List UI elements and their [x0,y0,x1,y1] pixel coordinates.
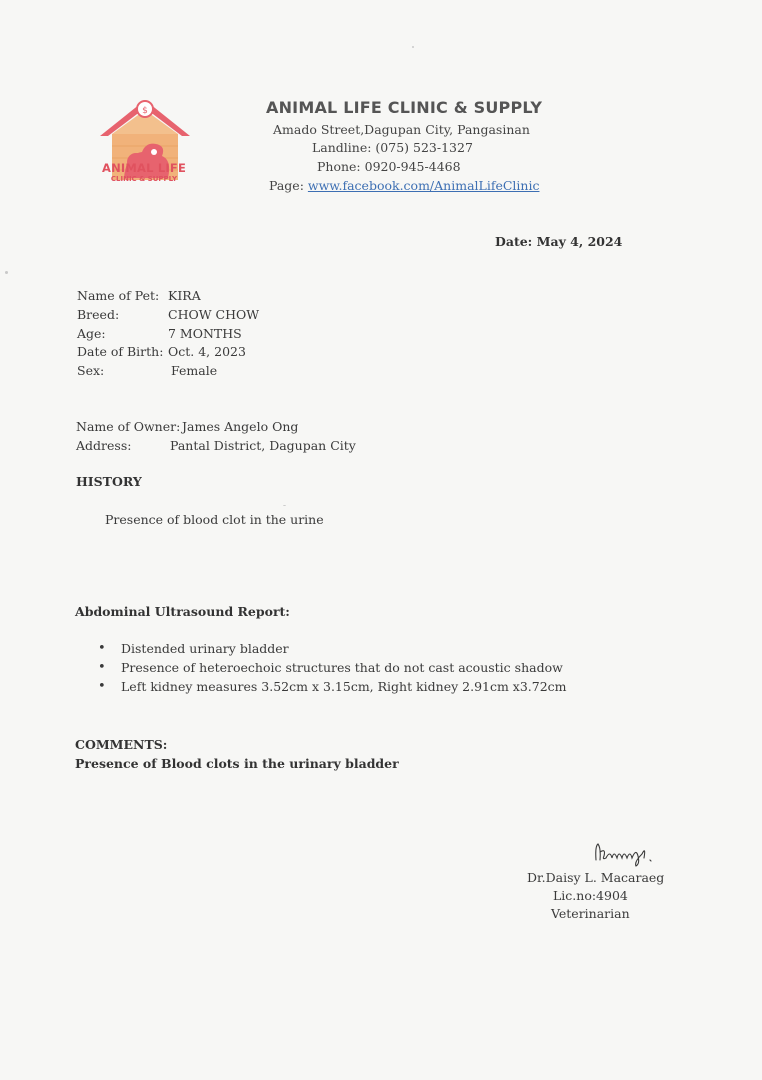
logo-line2: CLINIC & SUPPLY [110,174,178,183]
scan-speck [5,271,8,274]
dob-label: Date of Birth: [77,344,164,359]
signatory-license: Lic.no:4904 [553,888,628,903]
logo-line1: ANIMAL LIFE [102,161,186,175]
logo-wordmark [92,163,196,183]
sex-value: Female [171,363,218,378]
signatory-title: Veterinarian [551,906,630,921]
svg-text:$: $ [142,106,148,116]
clinic-address: Amado Street,Dagupan City, Pangasinan [273,122,530,137]
owner-address-value: Pantal District, Dagupan City [170,438,356,453]
age-label: Age: [77,326,106,341]
finding-item: • Distended urinary bladder [98,641,567,660]
page-label: Page: [269,178,308,193]
breed-value: CHOW CHOW [168,307,260,322]
owner-name-label: Name of Owner: [76,419,181,434]
ultrasound-heading: Abdominal Ultrasound Report: [75,604,290,619]
age-value: 7 MONTHS [168,326,242,341]
sex-label: Sex: [77,363,105,378]
signatory-name: Dr.Daisy L. Macaraeg [527,870,665,885]
pet-name-label: Name of Pet: [77,288,160,303]
scan-speck [283,505,286,506]
breed-label: Breed: [77,307,120,322]
clinic-phone: Phone: 0920-945-4468 [317,159,461,174]
report-date: Date: May 4, 2024 [495,234,623,249]
history-heading: HISTORY [76,474,142,489]
pet-name-value: KIRA [168,288,201,303]
facebook-link[interactable]: www.facebook.com/AnimalLifeClinic [307,178,540,193]
clinic-landline: Landline: (075) 523-1327 [312,140,473,155]
finding-item: • Left kidney measures 3.52cm x 3.15cm, Right kidney 2.91cm x3.72cm [98,679,567,698]
owner-address-label: Address: [76,438,132,453]
comments-text: Presence of Blood clots in the urinary bladder [75,756,399,771]
finding-item: • Presence of heteroechoic structures that do not cast acoustic shadow [98,660,567,679]
signature [592,838,658,868]
clinic-page [269,178,539,193]
comments-heading: COMMENTS: [75,737,168,752]
dob-value: Oct. 4, 2023 [168,344,246,359]
owner-name-value: James Angelo Ong [182,419,299,434]
history-text: Presence of blood clot in the urine [105,512,324,527]
findings-list [98,641,567,698]
scan-speck [412,46,414,48]
clinic-name: ANIMAL LIFE CLINIC & SUPPLY [266,98,543,117]
